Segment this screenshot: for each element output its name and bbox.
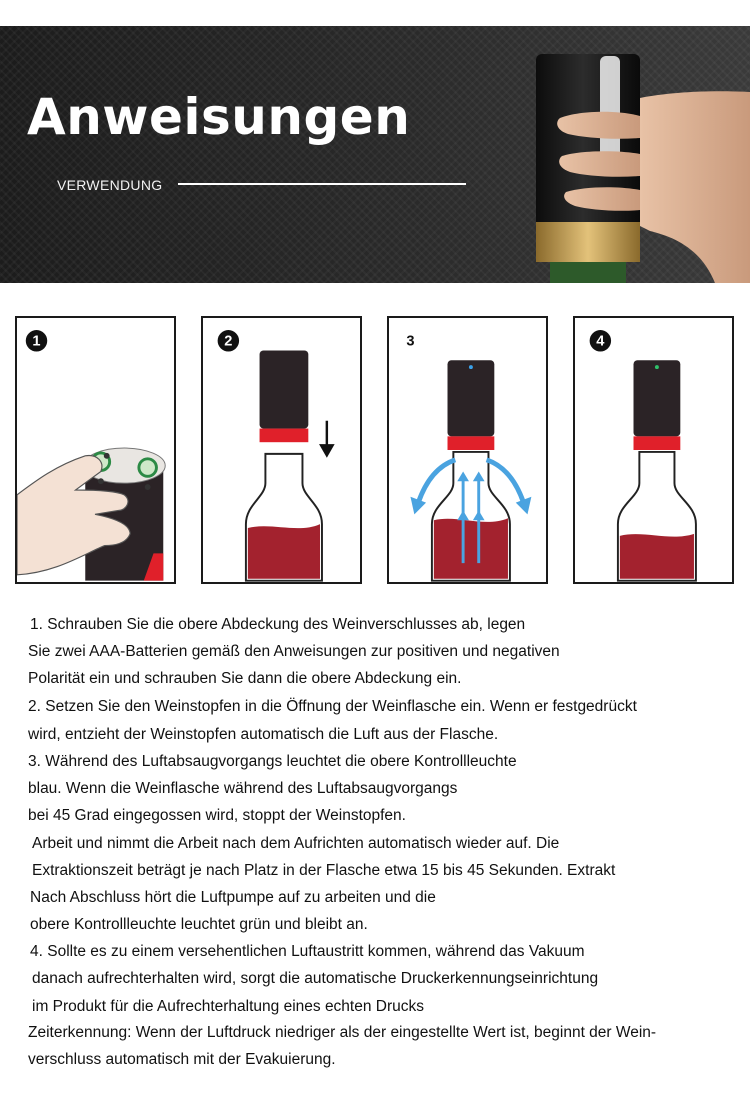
instruction-line: obere Kontrollleuchte leuchtet grün und bleibt an. (30, 916, 368, 933)
instruction-line: verschluss automatisch mit der Evakuierung. (28, 1051, 336, 1068)
page-title: Anweisungen (27, 88, 411, 146)
instruction-line: 2. Setzen Sie den Weinstopfen in die Öffnung der Weinflasche ein. Wenn er festgedrückt (28, 698, 637, 715)
down-arrow-icon (319, 421, 335, 458)
step-panel-1 (15, 316, 176, 584)
instruction-line: Polarität ein und schrauben Sie dann die obere Abdeckung ein. (28, 670, 462, 687)
instruction-line: bei 45 Grad eingegossen wird, stoppt der Weinstopfen. (28, 807, 406, 824)
instruction-line: Nach Abschluss hört die Luftpumpe auf zu arbeiten und die (30, 889, 436, 906)
instruction-line: danach aufrechterhalten wird, sorgt die automatische Druckerkennungseinrichtung (32, 970, 599, 987)
instruction-line: Sie zwei AAA-Batterien gemäß den Anweisungen zur positiven und negativen (28, 643, 560, 660)
instruction-line: Zeiterkennung: Wenn der Luftdruck niedriger als der eingestellte Wert ist, beginnt der Wein- (28, 1024, 657, 1041)
step-panel-2 (201, 316, 362, 584)
step-number: 1 (32, 333, 41, 350)
step-number: 3 (406, 333, 415, 350)
step-number: 4 (596, 333, 605, 350)
step-number: 2 (224, 333, 233, 350)
subtitle-rule (178, 183, 466, 185)
instruction-line: 1. Schrauben Sie die obere Abdeckung des Weinverschlusses ab, legen (30, 616, 526, 633)
hand-photo (500, 26, 750, 283)
instruction-line: 4. Sollte es zu einem versehentlichen Luftaustritt kommen, während das Vakuum (30, 943, 585, 960)
instruction-line: Arbeit und nimmt die Arbeit nach dem Aufrichten automatisch wieder auf. Die (32, 835, 560, 852)
page-subtitle: VERWENDUNG (57, 177, 163, 193)
step-panel-3 (387, 316, 548, 584)
instruction-line: Extraktionszeit beträgt je nach Platz in der Flasche etwa 15 bis 45 Sekunden. Extrakt (32, 862, 616, 879)
instruction-line: blau. Wenn die Weinflasche während des Luftabsaugvorgangs (28, 780, 458, 797)
step-panel-4 (573, 316, 734, 584)
header-banner (0, 26, 750, 283)
instruction-line: wird, entzieht der Weinstopfen automatisch die Luft aus der Flasche. (28, 726, 499, 743)
instruction-line: 3. Während des Luftabsaugvorgangs leuchtet die obere Kontrollleuchte (28, 753, 517, 770)
instruction-line: im Produkt für die Aufrechterhaltung eines echten Drucks (32, 998, 425, 1015)
